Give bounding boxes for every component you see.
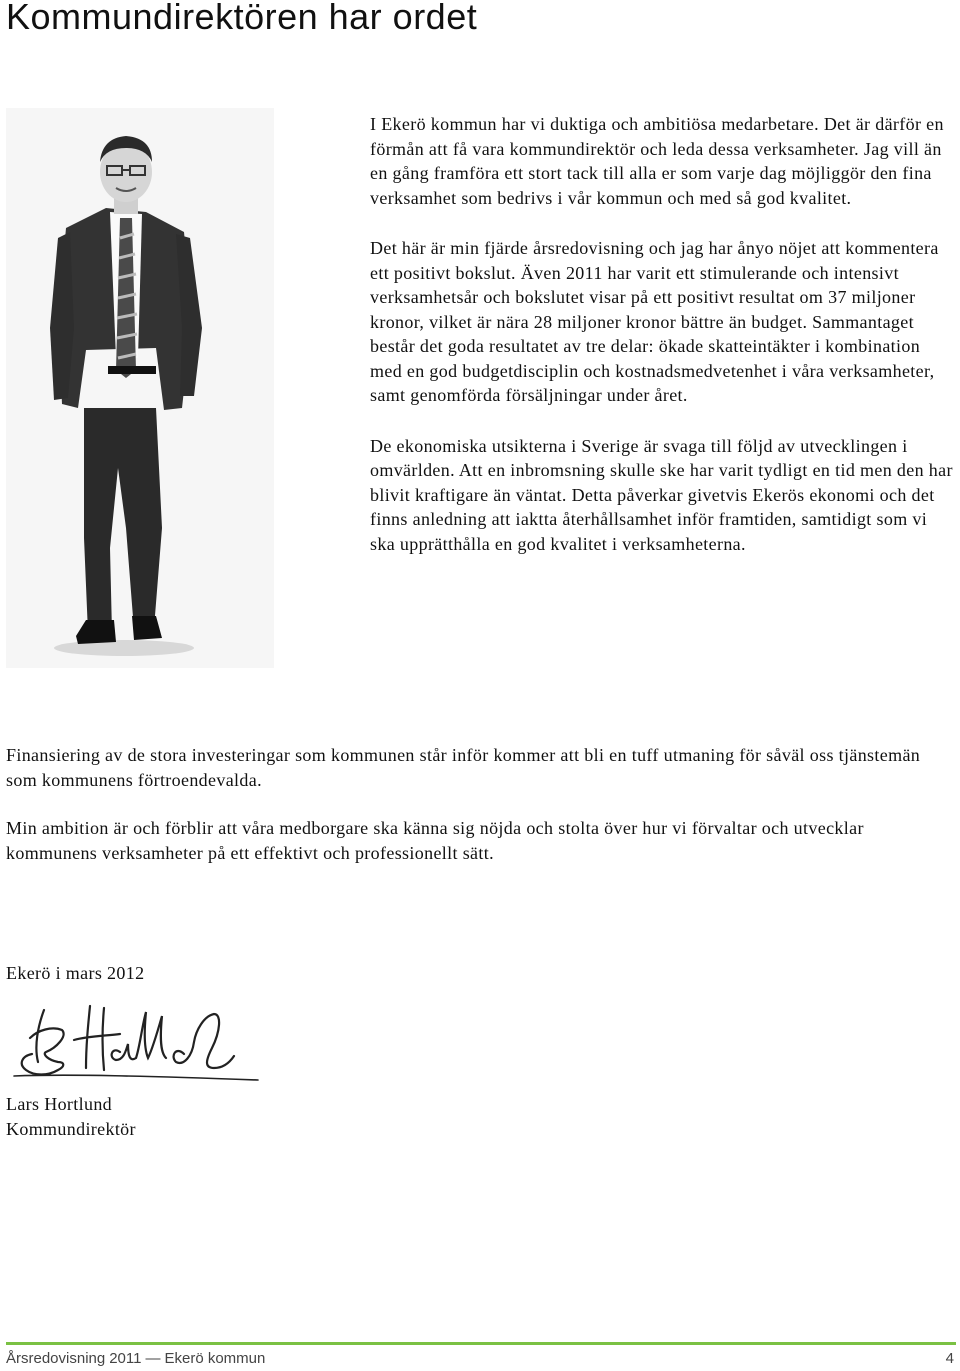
page-title: Kommundirektören har ordet (6, 0, 478, 37)
place-date: Ekerö i mars 2012 (6, 963, 145, 983)
footer-year: 2011 (109, 1350, 142, 1367)
full-width-text (6, 743, 956, 889)
paragraph: I Ekerö kommun har vi duktiga och ambitiösa medarbetare. Det är därför en förmån att få vara kommundirektör och leda dessa verksamheter. Jag vill än en gång framföra ett stort tack till alla er som varje dag möjliggör den fina verksamhet som bedrivs i vår kommun och med så god kvalitet. (370, 114, 944, 208)
footer-dash: — (145, 1350, 161, 1367)
footer-doc-info (6, 1350, 265, 1367)
intro-column (370, 112, 955, 582)
page-footer (6, 1350, 954, 1370)
footer-rule (6, 1342, 956, 1345)
signer-name: Lars Hortlund (6, 1094, 113, 1114)
signer-block (6, 1092, 136, 1142)
handwritten-signature (8, 996, 268, 1093)
paragraph: Min ambition är och förblir att våra medborgare ska känna sig nöjda och stolta över hur vi förvaltar och utvecklar kommunens verksamheter på ett effektivt och professionellt sätt. (6, 818, 864, 863)
signer-role: Kommundirektör (6, 1119, 136, 1139)
footer-doc-title: Årsredovisning (6, 1350, 106, 1367)
paragraph: De ekonomiska utsikterna i Sverige är svaga till följd av utvecklingen i omvärlden. Att en inbromsning skulle ske har varit tydligt en tid men den har blivit kraftigare än väntat. Detta påverkar givetvis Ekerös ekonomi och det finns anledning att iaktta återhållsamhet inför framtiden, samtidigt som vi ska upprätthålla en god kvalitet i verksamheterna. (370, 435, 953, 554)
footer-org: Ekerö kommun (164, 1350, 266, 1367)
portrait-photo (6, 108, 274, 668)
paragraph: Det här är min fjärde årsredovisning och jag har ånyo nöjet att kommentera ett positivt bokslut. Även 2011 har varit ett stimulerande och intensivt verksamhetsår och bokslutet visar på ett positivt resultat om 37 miljoner kronor, vilket är nära 28 miljoner kronor bättre än budget. Sammantaget består det goda resultatet av tre delar: ökade skatteintäkter i kombination med en god budgetdisciplin och kostnadsmedvetenhet i våra verksamheter, samt genomförda försäljningar under året. (370, 238, 939, 405)
page-number: 4 (945, 1350, 954, 1367)
paragraph: Finansiering av de stora investeringar som kommunen står inför kommer att bli en tuff utmaning för såväl oss tjänstemän som kommunens förtroendevalda. (6, 745, 921, 790)
